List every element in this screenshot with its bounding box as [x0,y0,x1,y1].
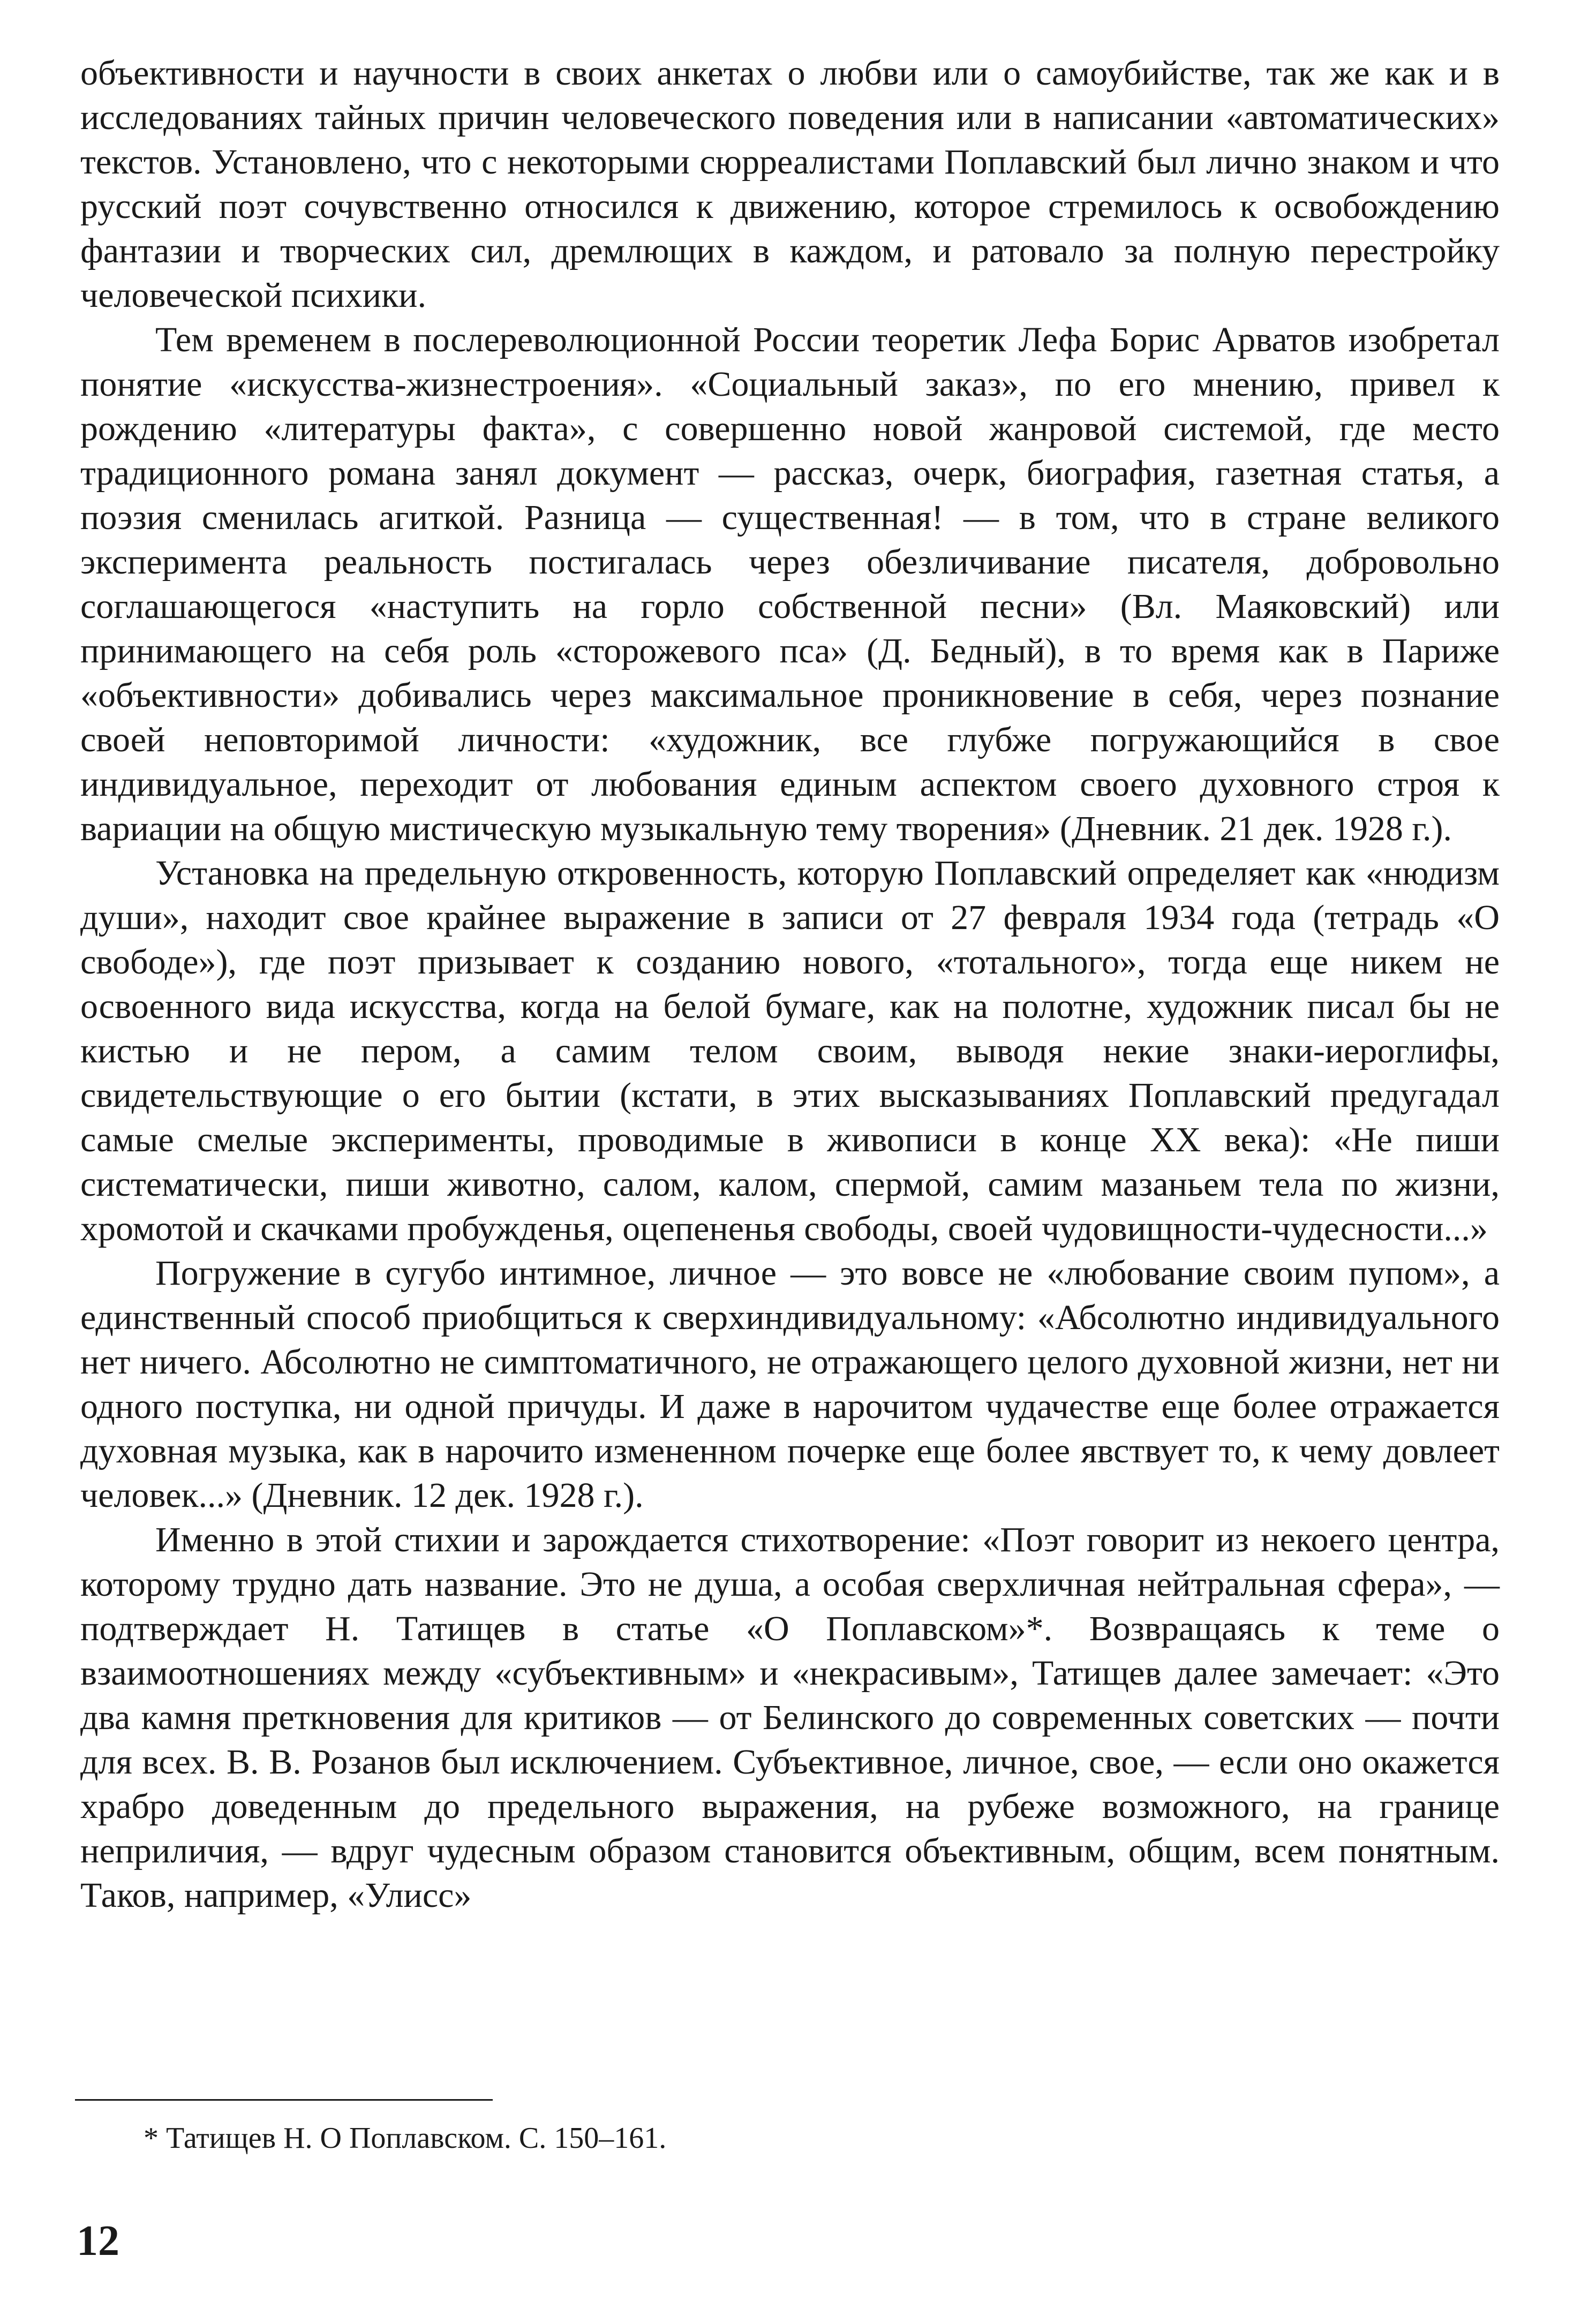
paragraph-arvatov: Тем временем в послереволюционной России теоретик Лефа Борис Арватов изобретал понятие «искусства-жизнестроения». «Социальный заказ», по его мнению, привел к рождению «литературы факта», с совершенно новой жанровой системой, где место традиционного романа занял документ — рассказ, очерк, биография, газетная статья, а поэзия сменилась агиткой. Разница — существенная! — в том, что в стране великого эксперимента реальность постигалась через обезличивание писателя, добровольно соглашающегося «наступить на горло собственной песни» (Вл. Маяковский) или принимающего на себя роль «сторожевого пса» (Д. Бедный), в то время как в Париже «объективности» добивались через максимальное проникновение в себя, через познание своей неповторимой личности: «художник, все глубже погружающийся в свое индивидуальное, переходит от любования единым аспектом своего духовного строя к вариации на общую мистическую музыкальную тему творения» (Дневник. 21 дек. 1928 г.). [80,320,1500,848]
footnote-divider [75,2099,493,2101]
paragraph-nudism: Установка на предельную откровенность, которую Поплавский определяет как «нюдизм души», находит свое крайнее выражение в записи от 27 февраля 1934 года (тетрадь «О свободе»), где поэт призывает к созданию нового, «тотального», тогда еще никем не освоенного вида искусства, когда на белой бумаге, как на полотне, художник писал бы не кистью и не пером, а самим телом своим, выводя некие знаки-иероглифы, свидетельствующие о его бытии (кстати, в этих высказываниях Поплавский предугадал самые смелые эксперименты, проводимые в живописи в конце XX века): «Не пиши систематически, пиши животно, салом, калом, спермой, самим мазаньем тела по жизни, хромотой и скачками пробужденья, оцепененья свободы, своей чудовищности-чудесности...» [80,854,1500,1248]
page-number: 12 [77,2217,119,2265]
paragraph-continuation: объективности и научности в своих анкетах о любви или о самоубийстве, так же как и в исследованиях тайных причин человеческого поведения или в написании «автоматических» текстов. Установлено, что с некоторыми сюрреалистами Поплавский был лично знаком и что русский поэт сочувственно относился к движению, которое стремилось к освобождению фантазии и творческих сил, дремлющих в каждом, и ратовало за полную перестройку человеческой психики. [80,54,1500,315]
page-body [80,51,1500,1918]
paragraph-immersion: Погружение в сугубо интимное, личное — это вовсе не «любование своим пупом», а единственный способ приобщиться к сверхиндивидуальному: «Абсолютно индивидуального нет ничего. Абсолютно не симптоматичного, не отражающего целого духовной жизни, нет ни одного поступка, ни одной причуды. И даже в нарочитом чудачестве еще более отражается духовная музыка, как в нарочито измененном почерке еще более явствует то, к чему довлеет человек...» (Дневник. 12 дек. 1928 г.). [80,1254,1500,1515]
footnote: * Татищев Н. О Поплавском. С. 150–161. [144,2122,667,2155]
paragraph-tatishchev: Именно в этой стихии и зарождается стихотворение: «Поэт говорит из некоего центра, которому трудно дать название. Это не душа, а особая сверхличная нейтральная сфера», — подтверждает Н. Татищев в статье «О Поплавском»*. Возвращаясь к теме о взаимоотношениях между «субъективным» и «некрасивым», Татищев далее замечает: «Это два камня преткновения для критиков — от Белинского до современных советских — почти для всех. В. В. Розанов был исключением. Субъективное, личное, свое, — если оно окажется храбро доведенным до предельного выражения, на рубеже возможного, на границе неприличия, — вдруг чудесным образом становится объективным, общим, всем понятным. Таков, например, «Улисс» [80,1520,1500,1915]
